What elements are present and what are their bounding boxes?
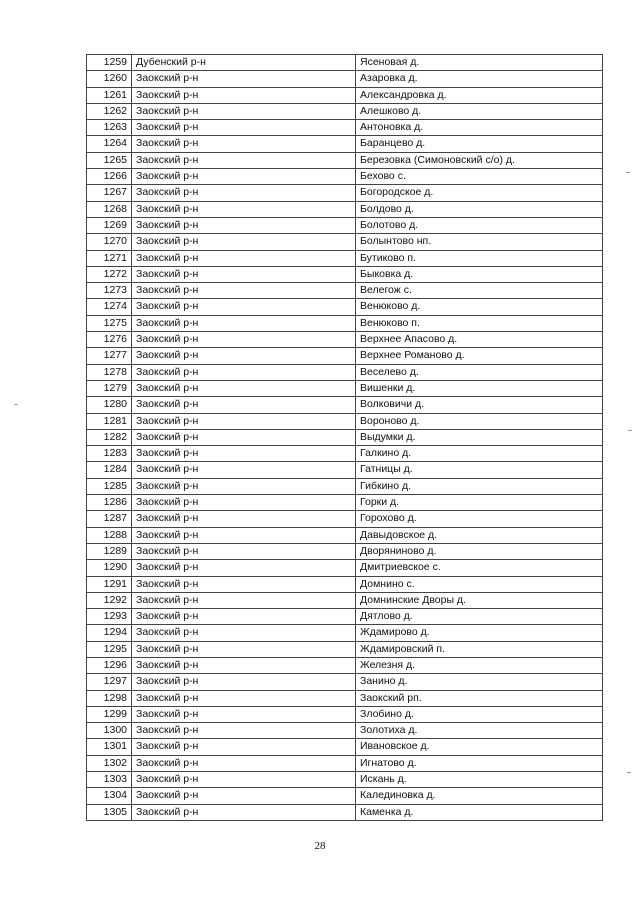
row-settlement: Искань д. — [356, 772, 603, 788]
row-district: Заокский р-н — [132, 511, 356, 527]
row-district: Заокский р-н — [132, 478, 356, 494]
row-settlement: Давыдовское д. — [356, 527, 603, 543]
table-row — [87, 266, 603, 282]
row-settlement: Игнатово д. — [356, 755, 603, 771]
row-settlement: Золотиха д. — [356, 723, 603, 739]
table-row — [87, 332, 603, 348]
table-row — [87, 576, 603, 592]
row-settlement: Азаровка д. — [356, 71, 603, 87]
table-row — [87, 609, 603, 625]
row-settlement: Домнинские Дворы д. — [356, 592, 603, 608]
table-row — [87, 397, 603, 413]
table-row — [87, 446, 603, 462]
row-number: 1277 — [87, 348, 132, 364]
table-row — [87, 739, 603, 755]
row-number: 1262 — [87, 103, 132, 119]
row-district: Заокский р-н — [132, 364, 356, 380]
row-number: 1282 — [87, 429, 132, 445]
row-district: Заокский р-н — [132, 690, 356, 706]
row-settlement: Богородское д. — [356, 185, 603, 201]
row-district: Заокский р-н — [132, 299, 356, 315]
row-settlement: Велегож с. — [356, 283, 603, 299]
row-district: Заокский р-н — [132, 625, 356, 641]
table-row — [87, 511, 603, 527]
row-number: 1296 — [87, 657, 132, 673]
row-number: 1292 — [87, 592, 132, 608]
row-number: 1264 — [87, 136, 132, 152]
table-row — [87, 495, 603, 511]
row-settlement: Болдово д. — [356, 201, 603, 217]
row-number: 1265 — [87, 152, 132, 168]
table-row — [87, 723, 603, 739]
row-settlement: Алешково д. — [356, 103, 603, 119]
row-district: Заокский р-н — [132, 136, 356, 152]
row-settlement: Занино д. — [356, 674, 603, 690]
row-number: 1289 — [87, 543, 132, 559]
row-settlement: Баранцево д. — [356, 136, 603, 152]
scan-mark — [626, 172, 630, 173]
row-district: Заокский р-н — [132, 348, 356, 364]
row-number: 1274 — [87, 299, 132, 315]
row-number: 1271 — [87, 250, 132, 266]
row-settlement: Железня д. — [356, 657, 603, 673]
row-settlement: Заокский рп. — [356, 690, 603, 706]
row-district: Заокский р-н — [132, 576, 356, 592]
table-row — [87, 592, 603, 608]
row-number: 1261 — [87, 87, 132, 103]
scan-mark — [628, 430, 632, 431]
row-district: Заокский р-н — [132, 315, 356, 331]
table-row — [87, 283, 603, 299]
row-settlement: Горки д. — [356, 495, 603, 511]
table-row — [87, 71, 603, 87]
row-number: 1259 — [87, 55, 132, 71]
row-number: 1285 — [87, 478, 132, 494]
row-number: 1276 — [87, 332, 132, 348]
table-row — [87, 543, 603, 559]
row-settlement: Дятлово д. — [356, 609, 603, 625]
scan-mark — [14, 404, 18, 405]
row-settlement: Домнино с. — [356, 576, 603, 592]
row-district: Заокский р-н — [132, 332, 356, 348]
table-row — [87, 152, 603, 168]
row-district: Заокский р-н — [132, 560, 356, 576]
row-number: 1287 — [87, 511, 132, 527]
row-settlement: Вишенки д. — [356, 380, 603, 396]
table-row — [87, 217, 603, 233]
table-row — [87, 169, 603, 185]
row-district: Заокский р-н — [132, 495, 356, 511]
row-settlement: Ясеновая д. — [356, 55, 603, 71]
row-number: 1280 — [87, 397, 132, 413]
row-number: 1304 — [87, 788, 132, 804]
row-district: Заокский р-н — [132, 706, 356, 722]
row-district: Заокский р-н — [132, 543, 356, 559]
row-settlement: Бехово с. — [356, 169, 603, 185]
row-settlement: Быковка д. — [356, 266, 603, 282]
table-row — [87, 103, 603, 119]
row-settlement: Волковичи д. — [356, 397, 603, 413]
row-settlement: Гибкино д. — [356, 478, 603, 494]
row-district: Заокский р-н — [132, 152, 356, 168]
table-row — [87, 690, 603, 706]
row-number: 1305 — [87, 804, 132, 820]
table-row — [87, 478, 603, 494]
row-number: 1267 — [87, 185, 132, 201]
row-district: Заокский р-н — [132, 592, 356, 608]
row-district: Заокский р-н — [132, 266, 356, 282]
row-district: Заокский р-н — [132, 87, 356, 103]
row-number: 1297 — [87, 674, 132, 690]
row-district: Заокский р-н — [132, 250, 356, 266]
row-number: 1269 — [87, 217, 132, 233]
row-number: 1298 — [87, 690, 132, 706]
table-row — [87, 55, 603, 71]
table-row — [87, 462, 603, 478]
row-district: Заокский р-н — [132, 380, 356, 396]
row-number: 1281 — [87, 413, 132, 429]
table-row — [87, 234, 603, 250]
row-number: 1302 — [87, 755, 132, 771]
table-row — [87, 87, 603, 103]
row-number: 1286 — [87, 495, 132, 511]
row-district: Заокский р-н — [132, 804, 356, 820]
row-district: Заокский р-н — [132, 674, 356, 690]
row-district: Заокский р-н — [132, 739, 356, 755]
row-settlement: Александровка д. — [356, 87, 603, 103]
row-number: 1301 — [87, 739, 132, 755]
row-settlement: Ивановское д. — [356, 739, 603, 755]
row-number: 1272 — [87, 266, 132, 282]
row-settlement: Веселево д. — [356, 364, 603, 380]
row-district: Заокский р-н — [132, 234, 356, 250]
row-settlement: Верхнее Романово д. — [356, 348, 603, 364]
row-number: 1279 — [87, 380, 132, 396]
row-number: 1293 — [87, 609, 132, 625]
row-settlement: Ждамирово д. — [356, 625, 603, 641]
settlement-table — [86, 54, 603, 821]
table-row — [87, 560, 603, 576]
row-number: 1270 — [87, 234, 132, 250]
row-district: Заокский р-н — [132, 120, 356, 136]
row-district: Заокский р-н — [132, 201, 356, 217]
row-settlement: Бутиково п. — [356, 250, 603, 266]
row-settlement: Гатницы д. — [356, 462, 603, 478]
row-district: Заокский р-н — [132, 657, 356, 673]
row-district: Заокский р-н — [132, 609, 356, 625]
row-settlement: Дмитриевское с. — [356, 560, 603, 576]
row-district: Заокский р-н — [132, 283, 356, 299]
table-row — [87, 641, 603, 657]
row-settlement: Каменка д. — [356, 804, 603, 820]
row-number: 1260 — [87, 71, 132, 87]
row-settlement: Березовка (Симоновский с/о) д. — [356, 152, 603, 168]
row-district: Заокский р-н — [132, 755, 356, 771]
row-district: Заокский р-н — [132, 397, 356, 413]
table-row — [87, 250, 603, 266]
table-row — [87, 348, 603, 364]
row-number: 1291 — [87, 576, 132, 592]
row-settlement: Ждамировский п. — [356, 641, 603, 657]
row-district: Заокский р-н — [132, 71, 356, 87]
row-number: 1263 — [87, 120, 132, 136]
table-row — [87, 706, 603, 722]
table-row — [87, 380, 603, 396]
row-number: 1266 — [87, 169, 132, 185]
row-number: 1284 — [87, 462, 132, 478]
row-number: 1299 — [87, 706, 132, 722]
table-row — [87, 429, 603, 445]
row-number: 1294 — [87, 625, 132, 641]
table-row — [87, 804, 603, 820]
row-number: 1300 — [87, 723, 132, 739]
table-row — [87, 201, 603, 217]
row-district: Заокский р-н — [132, 185, 356, 201]
table-row — [87, 299, 603, 315]
row-district: Заокский р-н — [132, 462, 356, 478]
row-number: 1275 — [87, 315, 132, 331]
row-district: Заокский р-н — [132, 217, 356, 233]
table-row — [87, 788, 603, 804]
row-district: Заокский р-н — [132, 527, 356, 543]
table-row — [87, 185, 603, 201]
row-number: 1303 — [87, 772, 132, 788]
row-settlement: Дворяниново д. — [356, 543, 603, 559]
row-settlement: Калединовка д. — [356, 788, 603, 804]
row-number: 1283 — [87, 446, 132, 462]
table-row — [87, 657, 603, 673]
row-settlement: Антоновка д. — [356, 120, 603, 136]
row-district: Заокский р-н — [132, 429, 356, 445]
row-number: 1288 — [87, 527, 132, 543]
row-settlement: Верхнее Апасово д. — [356, 332, 603, 348]
row-district: Заокский р-н — [132, 641, 356, 657]
row-settlement: Галкино д. — [356, 446, 603, 462]
table-row — [87, 625, 603, 641]
table-row — [87, 315, 603, 331]
table-body — [87, 55, 603, 821]
row-settlement: Злобино д. — [356, 706, 603, 722]
table-row — [87, 120, 603, 136]
table-row — [87, 527, 603, 543]
table-row — [87, 674, 603, 690]
table-row — [87, 136, 603, 152]
row-number: 1268 — [87, 201, 132, 217]
row-number: 1295 — [87, 641, 132, 657]
row-settlement: Болотово д. — [356, 217, 603, 233]
row-settlement: Выдумки д. — [356, 429, 603, 445]
row-number: 1290 — [87, 560, 132, 576]
row-district: Заокский р-н — [132, 413, 356, 429]
table-row — [87, 364, 603, 380]
row-settlement: Горохово д. — [356, 511, 603, 527]
scan-mark — [627, 772, 631, 773]
row-district: Дубенский р-н — [132, 55, 356, 71]
row-settlement: Венюково п. — [356, 315, 603, 331]
row-district: Заокский р-н — [132, 446, 356, 462]
row-number: 1278 — [87, 364, 132, 380]
row-district: Заокский р-н — [132, 103, 356, 119]
table-row — [87, 413, 603, 429]
page-number: 28 — [314, 840, 326, 852]
row-number: 1273 — [87, 283, 132, 299]
row-settlement: Болынтово нп. — [356, 234, 603, 250]
row-district: Заокский р-н — [132, 723, 356, 739]
row-district: Заокский р-н — [132, 772, 356, 788]
row-district: Заокский р-н — [132, 788, 356, 804]
row-district: Заокский р-н — [132, 169, 356, 185]
row-settlement: Венюково д. — [356, 299, 603, 315]
row-settlement: Вороново д. — [356, 413, 603, 429]
table-row — [87, 755, 603, 771]
table-row — [87, 772, 603, 788]
